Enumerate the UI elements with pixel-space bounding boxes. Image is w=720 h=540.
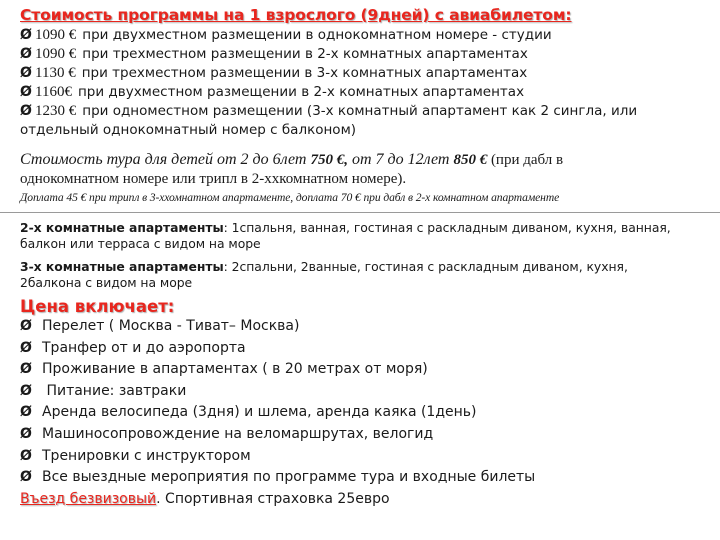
price-item-1 (20, 26, 710, 45)
price-value: 1230 € (35, 103, 77, 119)
kids-price-note: (при дабл в (487, 152, 564, 168)
price-item-4 (20, 83, 710, 102)
kids-price (20, 150, 710, 189)
arrow-bullet-icon: Ø (20, 447, 32, 464)
includes-item: Ø Перелет ( Москва - Тиват– Москва) (20, 316, 710, 338)
arrow-bullet-icon: Ø (20, 382, 32, 399)
visa-free-label: Въезд безвизовый (20, 490, 157, 507)
price-value: 1090 € (35, 27, 77, 43)
price-description: при трехместном размещении в 2-х комнатных апартаментах (82, 46, 528, 62)
apartment-description: : 2спальни, 2ванные, гостиная с раскладным диваном, кухня, (223, 259, 628, 274)
price-item-5 (20, 102, 710, 121)
includes-item: Ø Машиносопровождение на веломаршрутах, велогид (20, 424, 710, 446)
price-description: при двухместном размещении в 2-х комнатных апартаментах (77, 84, 525, 100)
apartment-description: : 1спальня, ванная, гостиная с раскладным диваном, кухня, ванная, (223, 220, 671, 235)
includes-item: Ø Аренда велосипеда (3дня) и шлема, аренда каяка (1день) (20, 402, 710, 424)
price-value: 1130 € (35, 65, 76, 81)
includes-list (20, 316, 710, 489)
price-item-2 (20, 45, 710, 64)
price-item-3 (20, 64, 710, 83)
apartment-2-room (20, 220, 710, 252)
apartment-name: 2-х комнатные апартаменты (20, 220, 224, 235)
apartment-3-room (20, 259, 710, 291)
price-description: при трехместном размещении в 3-х комнатных апартаментах (81, 65, 528, 81)
surcharge-note: Доплата 45 € при трипл в 3-ххомнатном апартаменте, доплата 70 € при дабл в 2-х комнатном апартаменте (20, 191, 560, 204)
price-item-5-continuation: отдельный однокомнатный номер с балконом) (20, 122, 357, 138)
price-value: 1160€ (35, 84, 72, 100)
arrow-bullet-icon: Ø (20, 361, 32, 378)
arrow-bullet-icon: Ø (20, 404, 32, 421)
includes-item: Ø Тренировки с инструктором (20, 446, 710, 468)
insurance-note: . Спортивная страховка 25евро (156, 490, 390, 507)
includes-item: Ø Все выездные мероприятия по программе тура и входные билеты (20, 467, 710, 489)
price-list (20, 26, 710, 140)
includes-item: Ø Транфер от и до аэропорта (20, 338, 710, 360)
kids-price-2: 850 € (453, 152, 488, 168)
price-description: при двухместном размещении в однокомнатном номере - студии (82, 27, 552, 43)
kids-price-note-line2: однокомнатном номере или трипл в 2-ххкомнатном номере). (20, 171, 407, 187)
arrow-bullet-icon: Ø (20, 425, 32, 442)
includes-item: Ø Проживание в апартаментах ( в 20 метрах от моря) (20, 359, 710, 381)
arrow-bullet-icon: Ø (20, 339, 32, 356)
arrow-bullet-icon: Ø (20, 84, 32, 100)
kids-price-1: 750 €, (310, 152, 348, 168)
program-price-title: Стоимость программы на 1 взрослого (9дней) с авиабилетом: (20, 6, 572, 24)
kids-age-range-1: от 2 до 6лет (217, 151, 311, 168)
price-value: 1090 € (35, 46, 77, 62)
apartment-description-2: 2балкона с видом на море (20, 275, 193, 290)
arrow-bullet-icon: Ø (20, 65, 32, 81)
footer-note (20, 489, 710, 509)
kids-age-range-2: от 7 до 12лет (347, 151, 454, 168)
arrow-bullet-icon: Ø (20, 469, 32, 486)
includes-item: Ø Питание: завтраки (20, 381, 710, 403)
includes-title: Цена включает: (20, 297, 175, 316)
kids-price-intro: Стоимость тура для детей (20, 151, 217, 168)
price-description: при одноместном размещении (3-х комнатный апартамент как 2 сингла, или (82, 103, 638, 119)
divider (0, 212, 720, 213)
arrow-bullet-icon: Ø (20, 103, 32, 119)
arrow-bullet-icon: Ø (20, 318, 32, 334)
arrow-bullet-icon: Ø (20, 46, 32, 62)
apartment-name: 3-х комнатные апартаменты (20, 259, 224, 274)
apartment-description-2: балкон или терраса с видом на море (20, 236, 261, 251)
arrow-bullet-icon: Ø (20, 27, 32, 43)
